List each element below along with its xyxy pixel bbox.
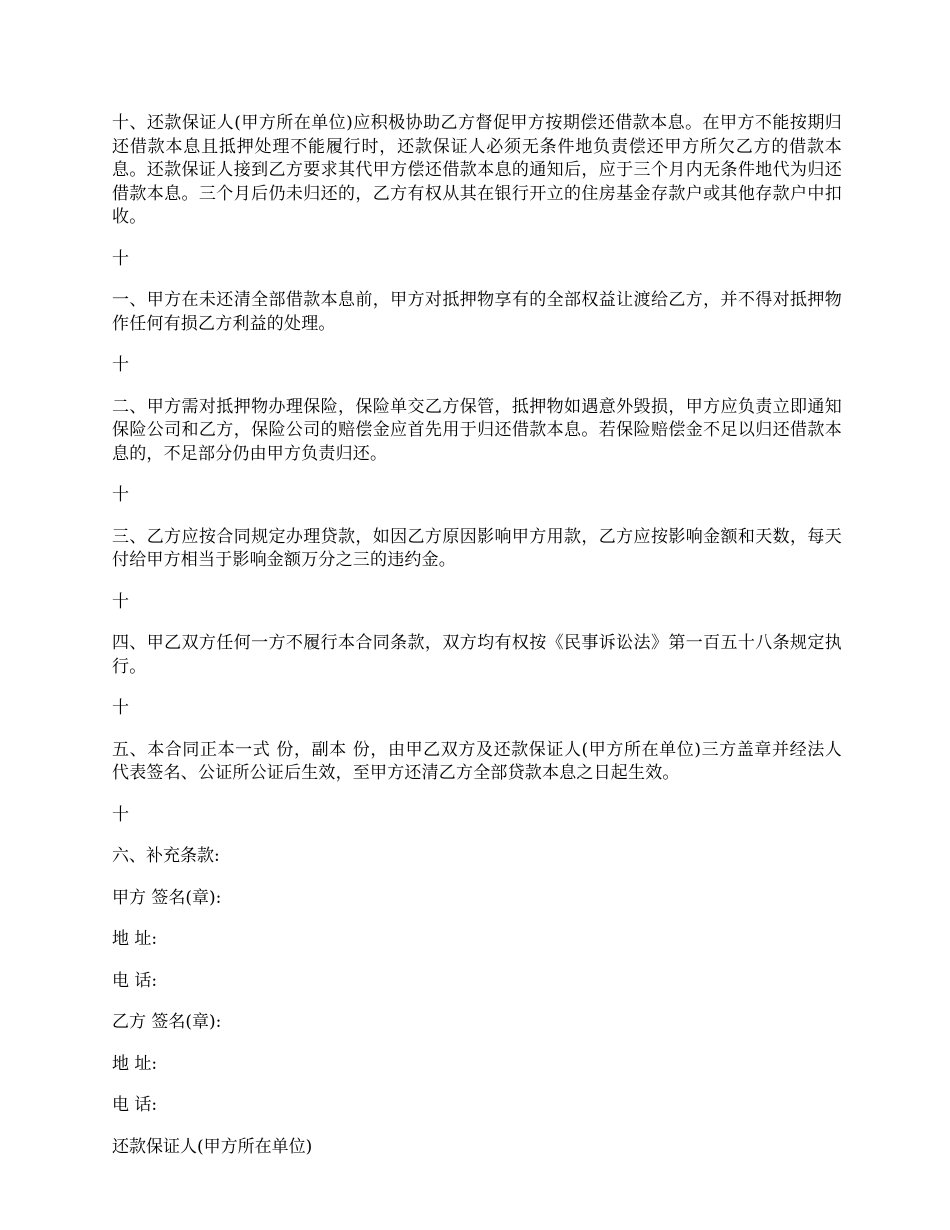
clause-14: 四、甲乙双方任何一方不履行本合同条款，双方均有权按《民事诉讼法》第一百五十八条规定执行。	[112, 633, 842, 677]
document-body	[112, 112, 842, 1177]
party-b-phone: 电 话:	[112, 1095, 158, 1115]
clause-10: 十、还款保证人(甲方所在单位)应积极协助乙方督促甲方按期偿还借款本息。在甲方不能按期归还借款本息且抵押处理不能履行时，还款保证人必须无条件地负责偿还甲方所欠乙方的借款本息。还款保证人接到乙方要求其代甲方偿还借款本息的通知后，应于三个月内无条件地代为归还借款本息。三个月后仍未归还的，乙方有权从其在银行开立的住房基金存款户或其他存款户中扣收。	[112, 113, 842, 227]
party-b-address: 地 址:	[112, 1053, 158, 1074]
clause-separator: 十	[112, 804, 129, 825]
clause-13: 三、乙方应按合同规定办理贷款，如因乙方原因影响甲方用款，乙方应按影响金额和天数，每天付给甲方相当于影响金额万分之三的违约金。	[112, 526, 842, 570]
clause-separator: 十	[112, 591, 129, 612]
clause-11: 一、甲方在未还清全部借款本息前，甲方对抵押物享有的全部权益让渡给乙方，并不得对抵押物作任何有损乙方利益的处理。	[112, 290, 842, 334]
party-a-address: 地 址:	[112, 929, 158, 949]
clause-separator: 十	[112, 355, 129, 375]
party-a-phone: 电 话:	[112, 970, 158, 991]
party-b-signature: 乙方 签名(章):	[112, 1012, 222, 1032]
clause-12: 二、甲方需对抵押物办理保险，保险单交乙方保管，抵押物如遇意外毁损，甲方应负责立即通知保险公司和乙方，保险公司的赔偿金应首先用于归还借款本息。若保险赔偿金不足以归还借款本息的，不足部分仍由甲方负责归还。	[112, 396, 842, 464]
clause-separator: 十	[112, 698, 129, 718]
party-a-signature: 甲方 签名(章):	[112, 887, 222, 908]
clause-separator: 十	[112, 485, 129, 505]
clause-15: 五、本合同正本一式 份，副本 份，由甲乙双方及还款保证人(甲方所在单位)三方盖章并经法人代表签名、公证所公证后生效，至甲方还清乙方全部贷款本息之日起生效。	[112, 739, 842, 783]
guarantor-label: 还款保证人(甲方所在单位)	[112, 1136, 313, 1157]
clause-separator: 十	[112, 248, 129, 269]
clause-16-supplementary: 六、补充条款:	[112, 846, 220, 866]
